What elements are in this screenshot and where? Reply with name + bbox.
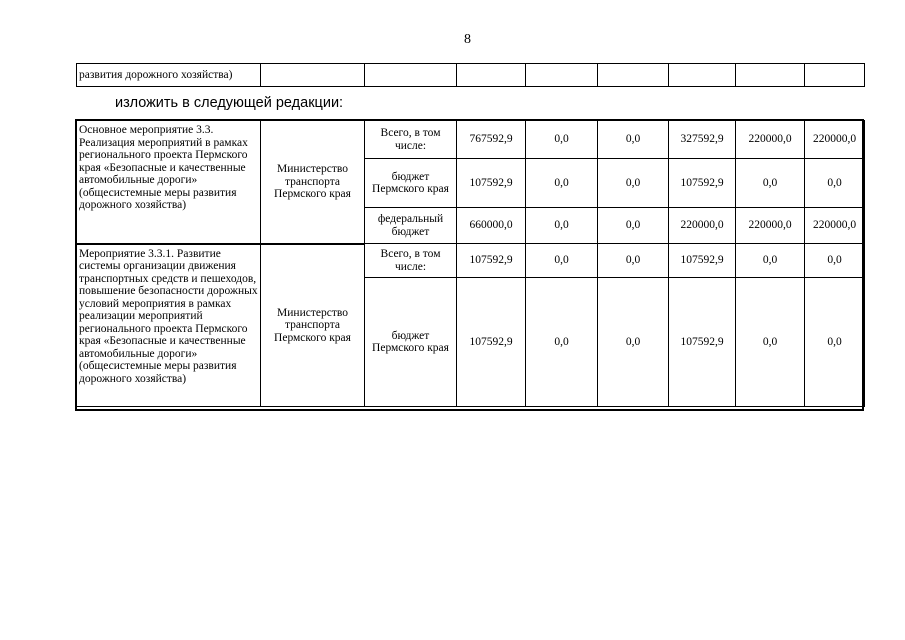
source-cell xyxy=(365,64,457,87)
value-cell: 0,0 xyxy=(526,159,598,208)
activity-block-3-3 xyxy=(77,121,865,244)
value-cell xyxy=(598,64,669,87)
table-row xyxy=(77,121,865,159)
value-cell: 0,0 xyxy=(598,208,669,244)
value-cell: 327592,9 xyxy=(669,121,736,159)
value-cell: 107592,9 xyxy=(457,278,526,407)
value-cell: 107592,9 xyxy=(669,159,736,208)
value-cell xyxy=(805,64,865,87)
value-cell: 0,0 xyxy=(526,278,598,407)
value-cell: 660000,0 xyxy=(457,208,526,244)
value-cell xyxy=(736,64,805,87)
source-cell: бюджет Пермского края xyxy=(365,159,457,208)
value-cell: 220000,0 xyxy=(805,208,865,244)
value-cell: 0,0 xyxy=(805,244,865,278)
value-cell: 107592,9 xyxy=(669,244,736,278)
value-cell: 767592,9 xyxy=(457,121,526,159)
table-fragment-top xyxy=(76,63,865,87)
table-row xyxy=(77,244,865,278)
value-cell: 0,0 xyxy=(736,278,805,407)
activity-name-cell: развития дорожного хозяйства) xyxy=(77,64,261,87)
value-cell: 220000,0 xyxy=(669,208,736,244)
value-cell: 0,0 xyxy=(526,208,598,244)
value-cell: 220000,0 xyxy=(805,121,865,159)
value-cell: 0,0 xyxy=(526,121,598,159)
activity-block-3-3-1 xyxy=(77,244,865,407)
value-cell: 0,0 xyxy=(805,278,865,407)
value-cell: 107592,9 xyxy=(457,159,526,208)
value-cell xyxy=(457,64,526,87)
value-cell: 220000,0 xyxy=(736,208,805,244)
value-cell: 0,0 xyxy=(598,278,669,407)
value-cell: 0,0 xyxy=(736,244,805,278)
source-cell: федеральный бюджет xyxy=(365,208,457,244)
financing-table xyxy=(76,120,865,407)
value-cell: 0,0 xyxy=(598,121,669,159)
value-cell: 0,0 xyxy=(598,244,669,278)
source-cell: бюджет Пермского края xyxy=(365,278,457,407)
value-cell: 0,0 xyxy=(526,244,598,278)
executor-cell xyxy=(261,64,365,87)
executor-cell: Министерство транспорта Пермского края xyxy=(261,244,365,407)
value-cell: 107592,9 xyxy=(457,244,526,278)
amendment-instruction: изложить в следующей редакции: xyxy=(115,95,344,111)
value-cell: 0,0 xyxy=(736,159,805,208)
executor-cell: Министерство транспорта Пермского края xyxy=(261,121,365,244)
page-number: 8 xyxy=(464,32,471,47)
activity-name-cell: Основное мероприятие 3.3. Реализация мероприятий в рамках регионального проекта Пермского края «Безопасные и качественные автомобильные дороги» (общесистемные меры развития дорожного хозяйства) xyxy=(77,121,261,244)
value-cell xyxy=(669,64,736,87)
table-row xyxy=(77,64,865,87)
source-cell: Всего, в том числе: xyxy=(365,121,457,159)
activity-name-cell: Мероприятие 3.3.1. Развитие системы организации движения транспортных средств и пешеходов, повышение безопасности дорожных условий мероприятия в рамках реализации мероприятий регионального проекта Пермского края «Безопасные и качественные автомобильные дороги» (общесистемные меры развития дорожного хозяйства) xyxy=(77,244,261,407)
value-cell: 220000,0 xyxy=(736,121,805,159)
value-cell xyxy=(526,64,598,87)
value-cell: 0,0 xyxy=(805,159,865,208)
value-cell: 107592,9 xyxy=(669,278,736,407)
value-cell: 0,0 xyxy=(598,159,669,208)
source-cell: Всего, в том числе: xyxy=(365,244,457,278)
